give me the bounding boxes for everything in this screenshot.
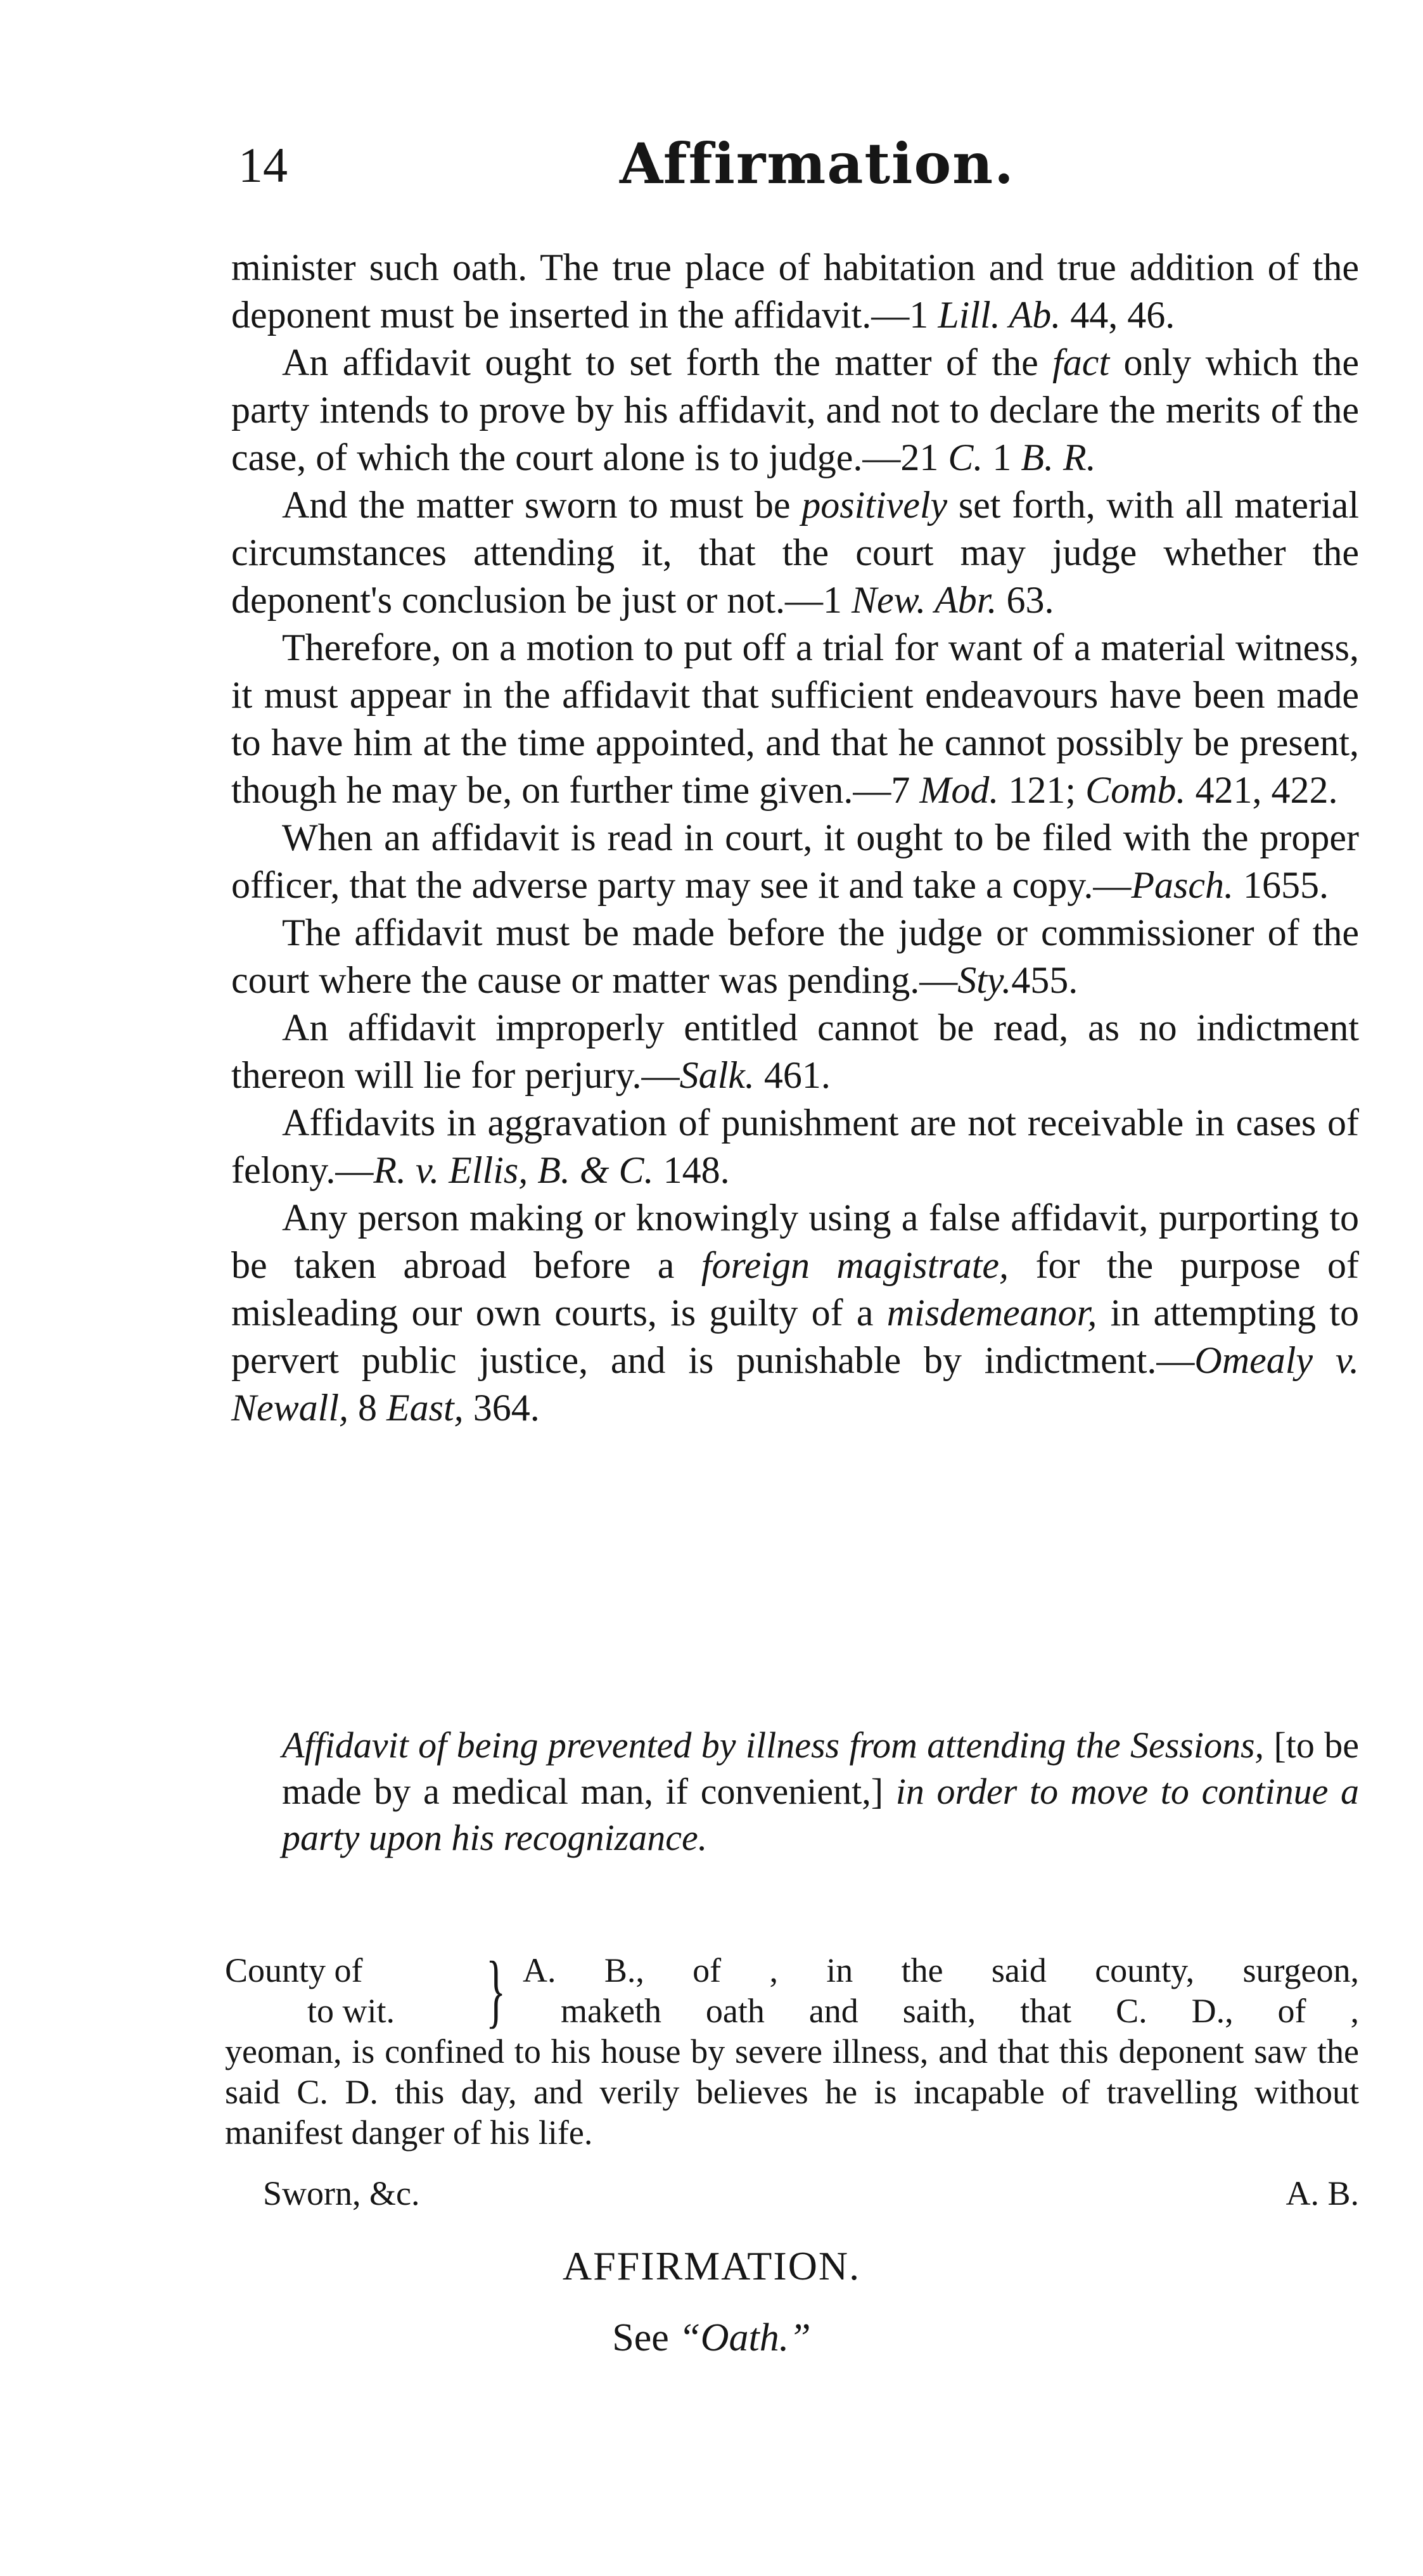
sworn-text: Sworn, &c.: [263, 2174, 420, 2212]
citation-text: East,: [386, 1387, 464, 1429]
citation-text: Pasch.: [1131, 864, 1234, 906]
paragraph-text: for the purpose of misleading our own courts, is guilty of a: [231, 1244, 1359, 1334]
paragraph-text: 63.: [997, 579, 1054, 621]
cross-reference: [0, 2316, 1423, 2361]
paragraph: [231, 624, 1359, 814]
form-heading-title: Affidavit of being prevented by illness from attending the Sessions,: [282, 1725, 1265, 1766]
form-heading-purpose: in order to move to continue a party upon his recognizance.: [282, 1771, 1359, 1858]
paragraph-text: Any person making or knowingly using a false affidavit, purporting to be taken abroad before a: [231, 1197, 1359, 1286]
paragraph-text: When an affidavit is read in court, it ought to be filed with the proper officer, that the adverse party may see it and take a copy.—: [231, 817, 1359, 906]
paragraph: [231, 1099, 1359, 1194]
paragraph: [231, 1194, 1359, 1432]
citation-text: Mod.: [919, 769, 999, 811]
paragraph-text: only which the party intends to prove by his affidavit, and not to declare the merits of the case, of which the court alone is to judge.—21: [231, 341, 1359, 478]
paragraph: [231, 481, 1359, 624]
form-heading: [282, 1722, 1359, 1861]
paragraph-text: 148.: [653, 1149, 730, 1191]
citation-text: B. R.: [1021, 437, 1096, 478]
form-body: yeoman, is confined to his house by severe illness, and that this deponent saw the said C. D. this day, and verily believes he is incapable of travelling without manifest danger of his life.: [225, 2032, 1359, 2152]
see-prefix: See: [612, 2316, 679, 2359]
paragraph-text: 364.: [463, 1387, 540, 1429]
see-reference: “Oath.”: [679, 2316, 811, 2359]
form-line-1: A. B., of , in the said county, surgeon,: [523, 1951, 1359, 1989]
paragraph-text: 1655.: [1233, 864, 1329, 906]
body-text: [231, 244, 1359, 1432]
paragraph: [231, 814, 1359, 909]
page-number: 14: [238, 137, 288, 193]
citation-text: R. v. Ellis, B. & C.: [373, 1149, 654, 1191]
citation-text: Comb.: [1085, 769, 1186, 811]
page-header: [233, 131, 1361, 210]
citation-text: foreign magistrate,: [701, 1244, 1009, 1286]
form-line-2: maketh oath and saith, that C. D., of ,: [561, 1992, 1359, 2030]
paragraph-text: 44, 46.: [1061, 294, 1175, 336]
citation-text: Sty.: [957, 959, 1012, 1001]
section-title: AFFIRMATION.: [562, 2243, 861, 2288]
paragraph-text: 121;: [999, 769, 1086, 811]
paragraph-text: 421, 422.: [1185, 769, 1338, 811]
citation-text: Omealy v. Newall,: [231, 1339, 1359, 1429]
venue-brace: }: [486, 1945, 506, 2036]
form-heading-note: [to be made by a medical man, if convenient,]: [282, 1725, 1359, 1812]
paragraph-text: set forth, with all material circumstances attending it, that the court may judge whether the deponent's conclusion be just or not.—1: [231, 484, 1359, 621]
citation-text: misdemeanor,: [886, 1292, 1097, 1334]
citation-text: Lill. Ab.: [938, 294, 1061, 336]
paragraph-text: An affidavit ought to set forth the matter of the: [282, 341, 1053, 383]
citation-text: Salk.: [679, 1054, 755, 1096]
paragraph-text: 461.: [754, 1054, 831, 1096]
paragraph-text: 455.: [1011, 959, 1078, 1001]
citation-text: fact: [1052, 341, 1110, 383]
venue-wit: to wit.: [307, 1992, 395, 2030]
paragraph-text: 8: [348, 1387, 387, 1429]
paragraph: [231, 244, 1359, 339]
citation-text: New. Abr.: [852, 579, 997, 621]
citation-text: positively: [801, 484, 948, 526]
paragraph-text: minister such oath. The true place of habitation and true addition of the deponent must be inserted in the affidavit.—1: [231, 246, 1359, 336]
running-title: Affirmation.: [620, 131, 1015, 196]
paragraph-text: Therefore, on a motion to put off a trial for want of a material witness, it must appear in the affidavit that sufficient endeavours have been made to have him at the time appointed, and that he cannot possibly be present, though he may be, on further time given.—7: [231, 627, 1359, 811]
paragraph-text: in attempting to pervert public justice, and is punishable by indictment.—: [231, 1292, 1360, 1381]
paragraph-text: And the matter sworn to must be: [282, 484, 802, 526]
paragraph-text: An affidavit improperly entitled cannot be read, as no indictment thereon will lie for perjury.—: [231, 1007, 1359, 1096]
paragraph: [231, 339, 1359, 481]
paragraph-text: The affidavit must be made before the judge or commissioner of the court where the cause or matter was pending.—: [231, 912, 1359, 1001]
venue-county: County of: [225, 1951, 363, 1989]
paragraph-text: 1: [983, 437, 1021, 478]
citation-text: C.: [948, 437, 983, 478]
paragraph-text: Affidavits in aggravation of punishment are not receivable in cases of felony.—: [231, 1102, 1359, 1191]
paragraph: [231, 909, 1359, 1004]
paragraph: [231, 1004, 1359, 1099]
signature: A. B.: [1286, 2174, 1359, 2212]
